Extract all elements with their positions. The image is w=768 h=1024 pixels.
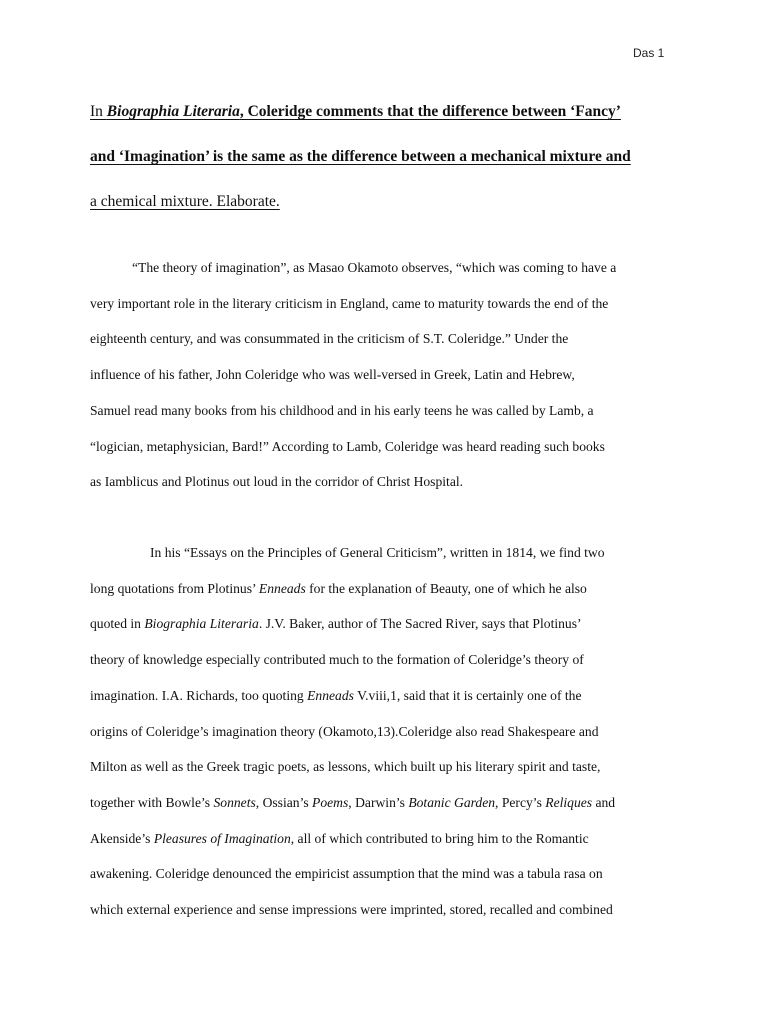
title-text: In [90,103,107,120]
paragraph-line: Milton as well as the Greek tragic poets, as lessons, which built up his literary spirit and taste, [90,759,601,775]
title-book-name: Biographia Literaria [106,103,240,120]
paragraph-line: origins of Coleridge’s imagination theory (Okamoto,13).Coleridge also read Shakespeare and [90,723,599,739]
paragraph-line: imagination. I.A. Richards, too quoting Enneads V.viii,1, said that it is certainly one of the [90,687,582,703]
italic-title: Biographia Literaria [144,616,259,632]
italic-title: Pleasures of Imagination [153,830,291,846]
paragraph-line: theory of knowledge especially contributed much to the formation of Coleridge’s theory of [90,652,584,668]
page-header: Das 1 [633,46,665,60]
paragraph-1 [90,250,680,500]
essay-title [90,89,680,224]
title-line-2: and ‘Imagination’ is the same as the difference between a mechanical mixture and [90,148,631,165]
paragraph-line: awakening. Coleridge denounced the empiricist assumption that the mind was a tabula rasa on [90,866,603,882]
italic-title: Reliques [545,794,593,810]
paragraph-line: eighteenth century, and was consummated in the criticism of S.T. Coleridge.” Under the [90,331,569,347]
italic-title: Poems [312,794,349,810]
paragraph-line: very important role in the literary criticism in England, came to maturity towards the end of the [90,295,609,311]
paragraph-line: In his “Essays on the Principles of General Criticism”, written in 1814, we find two [150,545,605,560]
paragraph-line: together with Bowle’s Sonnets, Ossian’s Poems, Darwin’s Botanic Garden, Percy’s Reliques and [90,794,616,810]
italic-title: Botanic Garden, [408,794,499,810]
paragraph-line: as Iamblicus and Plotinus out loud in the corridor of Christ Hospital. [90,474,464,490]
paragraph-line: quoted in Biographia Literaria. J.V. Baker, author of The Sacred River, says that Plotinus’ [90,616,582,632]
paragraph-line: influence of his father, John Coleridge who was well-versed in Greek, Latin and Hebrew, [90,367,575,383]
paragraph-line: Samuel read many books from his childhood and in his early teens he was called by Lamb, a [90,402,594,418]
paragraph-line: which external experience and sense impressions were imprinted, stored, recalled and combined [90,902,613,918]
paragraph-line: “logician, metaphysician, Bard!” According to Lamb, Coleridge was heard reading such books [90,438,605,454]
paragraph-line: long quotations from Plotinus’ Enneads for the explanation of Beauty, one of which he also [90,580,587,596]
italic-title: Enneads [307,687,354,703]
title-line-1 [90,89,680,134]
title-line-3: a chemical mixture. Elaborate. [90,193,280,210]
paragraph-2 [90,535,680,928]
italic-title: Enneads [258,580,306,596]
paragraph-line: “The theory of imagination”, as Masao Okamoto observes, “which was coming to have a [132,260,617,275]
title-text: , Coleridge comments that the difference between ‘Fancy’ [239,103,621,120]
italic-title: Sonnets [213,794,256,810]
paragraph-line: Akenside’s Pleasures of Imagination, all of which contributed to bring him to the Romantic [90,830,589,846]
